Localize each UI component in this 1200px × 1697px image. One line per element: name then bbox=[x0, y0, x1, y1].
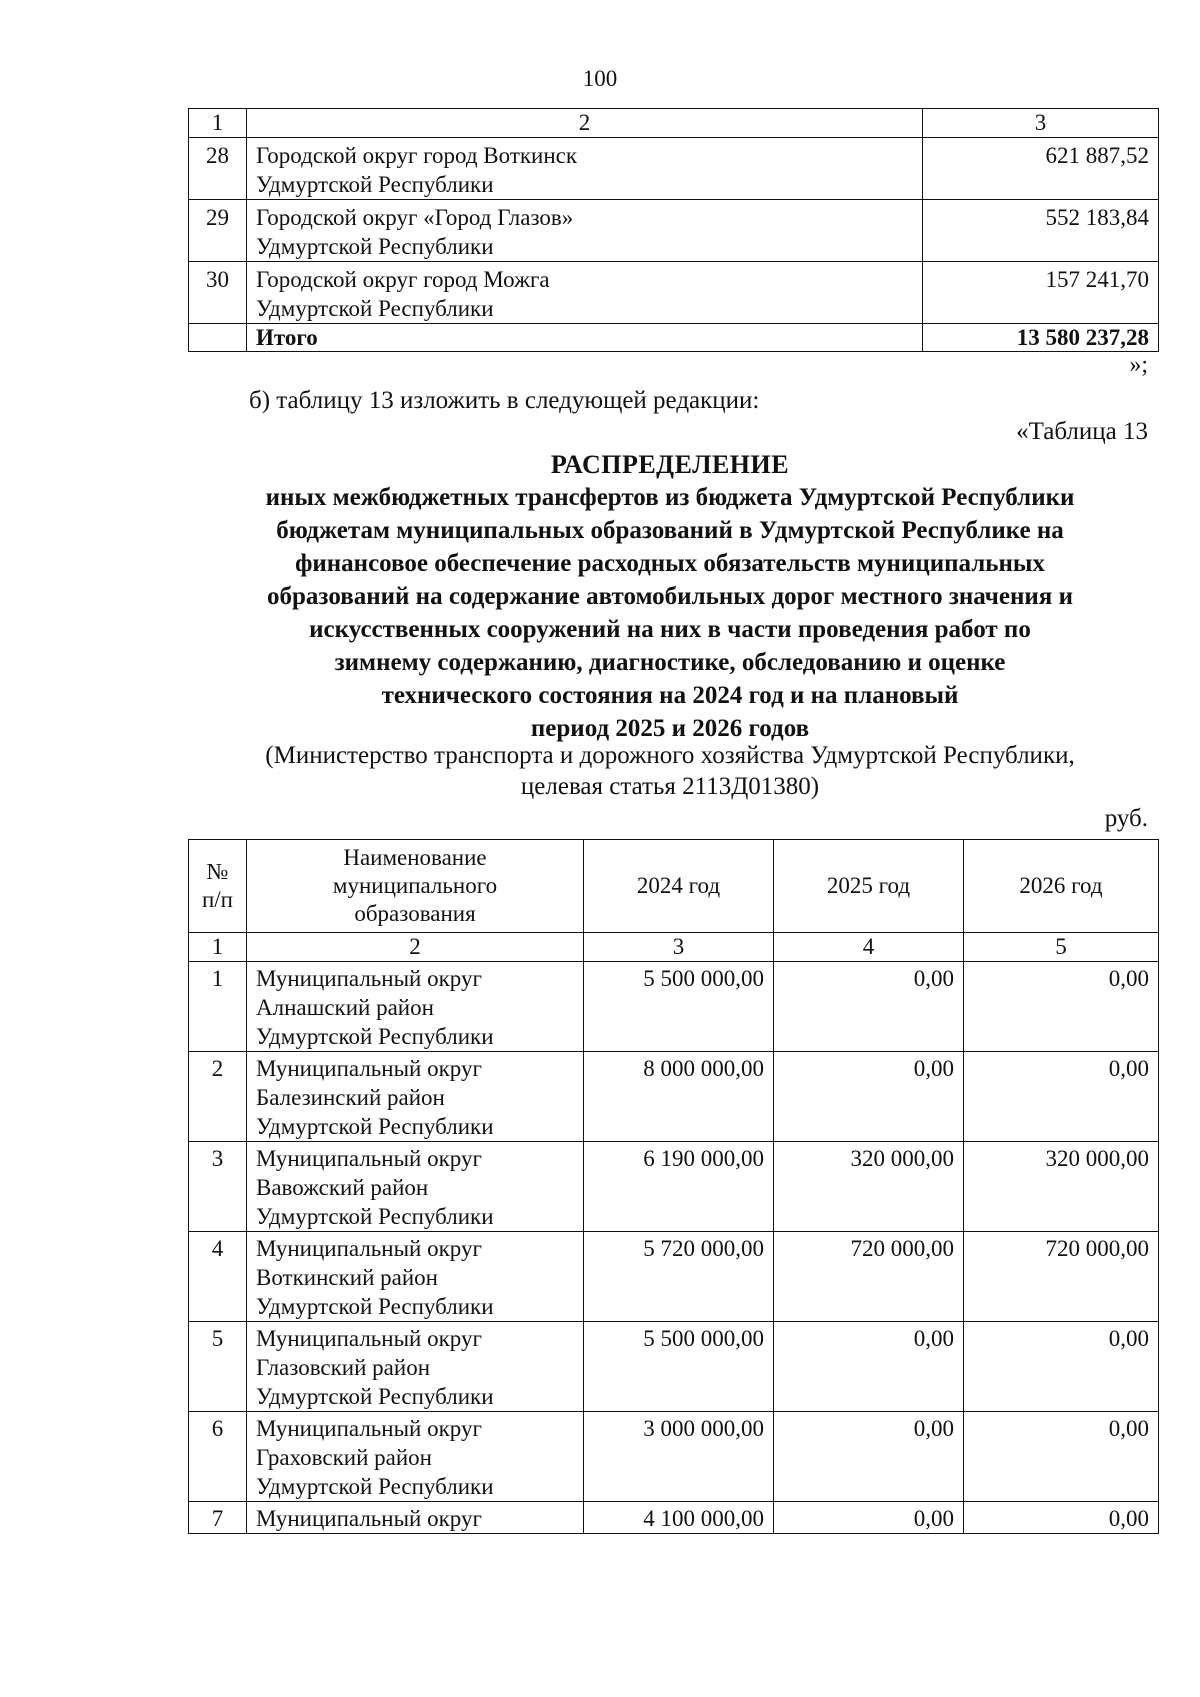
table-row bbox=[189, 1502, 1159, 1534]
empty-cell bbox=[189, 324, 247, 352]
amount-2025: 0,00 bbox=[774, 1412, 964, 1502]
amount-2025: 0,00 bbox=[774, 1322, 964, 1412]
total-amount: 13 580 237,28 bbox=[923, 324, 1159, 352]
row-number: 2 bbox=[189, 1052, 247, 1142]
table-row bbox=[189, 1412, 1159, 1502]
column-number-cell: 1 bbox=[189, 109, 247, 138]
header-2026: 2026 год bbox=[964, 840, 1159, 933]
header-row-number: № п/п bbox=[189, 840, 247, 933]
table-row bbox=[189, 962, 1159, 1052]
total-label: Итого bbox=[247, 324, 923, 352]
table-row bbox=[189, 200, 1159, 262]
table-row bbox=[189, 1142, 1159, 1232]
header-municipality: Наименование муниципального образования bbox=[247, 840, 584, 933]
amount-2024: 5 500 000,00 bbox=[584, 1322, 774, 1412]
header-2024: 2024 год bbox=[584, 840, 774, 933]
allocation-table-continued bbox=[188, 108, 1159, 352]
column-number-cell: 4 bbox=[774, 933, 964, 962]
municipality-name: Городской округ город Можга Удмуртской Республики bbox=[247, 262, 923, 324]
amount-2025: 0,00 bbox=[774, 1052, 964, 1142]
amount-cell: 621 887,52 bbox=[923, 138, 1159, 200]
table-label: «Таблица 13 bbox=[1016, 418, 1148, 445]
distribution-description: иных межбюджетных трансфертов из бюджета Удмуртской Республики бюджетам муниципальных образований в Удмуртской Республике на финансовое обеспечение расходных обязательств муниципальных образований на содержание автомобильных дорог местного значения и искусственных сооружений на них в части проведения работ по зимнему содержанию, диагностике, обследованию и оценке технического состояния на 2024 год и на плановый период 2025 и 2026 годов bbox=[265, 484, 1075, 742]
amount-2026: 0,00 bbox=[964, 1052, 1159, 1142]
column-number-cell: 5 bbox=[964, 933, 1159, 962]
municipality-name: Муниципальный округ bbox=[247, 1502, 584, 1534]
amount-2024: 4 100 000,00 bbox=[584, 1502, 774, 1534]
municipality-name: Муниципальный округ Глазовский район Удмуртской Республики bbox=[247, 1322, 584, 1412]
amount-2026: 0,00 bbox=[964, 1502, 1159, 1534]
closing-quote: »; bbox=[1129, 352, 1148, 378]
amount-2026: 0,00 bbox=[964, 1412, 1159, 1502]
row-number: 1 bbox=[189, 962, 247, 1052]
amount-2025: 320 000,00 bbox=[774, 1142, 964, 1232]
amount-2025: 720 000,00 bbox=[774, 1232, 964, 1322]
amount-2026: 0,00 bbox=[964, 1322, 1159, 1412]
column-number-cell: 2 bbox=[247, 933, 584, 962]
amount-2026: 320 000,00 bbox=[964, 1142, 1159, 1232]
amount-2024: 3 000 000,00 bbox=[584, 1412, 774, 1502]
municipality-name: Муниципальный округ Алнашский район Удмуртской Республики bbox=[247, 962, 584, 1052]
amount-2026: 0,00 bbox=[964, 962, 1159, 1052]
row-number: 30 bbox=[189, 262, 247, 324]
amount-2025: 0,00 bbox=[774, 962, 964, 1052]
column-number-cell: 3 bbox=[584, 933, 774, 962]
municipality-name: Муниципальный округ Вавожский район Удмуртской Республики bbox=[247, 1142, 584, 1232]
table-row bbox=[189, 262, 1159, 324]
table-row bbox=[189, 138, 1159, 200]
column-number-cell: 3 bbox=[923, 109, 1159, 138]
amount-cell: 157 241,70 bbox=[923, 262, 1159, 324]
page-number: 100 bbox=[582, 66, 618, 91]
amount-cell: 552 183,84 bbox=[923, 200, 1159, 262]
municipality-name: Муниципальный округ Граховский район Удмуртской Республики bbox=[247, 1412, 584, 1502]
row-number: 29 bbox=[189, 200, 247, 262]
table-row bbox=[189, 1232, 1159, 1322]
amount-2024: 8 000 000,00 bbox=[584, 1052, 774, 1142]
row-number: 4 bbox=[189, 1232, 247, 1322]
municipality-name: Муниципальный округ Воткинский район Удмуртской Республики bbox=[247, 1232, 584, 1322]
currency-units: руб. bbox=[1104, 805, 1148, 832]
total-row bbox=[189, 324, 1159, 352]
amount-2024: 5 720 000,00 bbox=[584, 1232, 774, 1322]
municipality-name: Городской округ город Воткинск Удмуртской Республики bbox=[247, 138, 923, 200]
row-number: 6 bbox=[189, 1412, 247, 1502]
municipality-name: Муниципальный округ Балезинский район Удмуртской Республики bbox=[247, 1052, 584, 1142]
table-row bbox=[189, 1322, 1159, 1412]
row-number: 7 bbox=[189, 1502, 247, 1534]
row-number: 5 bbox=[189, 1322, 247, 1412]
column-number-cell: 2 bbox=[247, 109, 923, 138]
amount-2026: 720 000,00 bbox=[964, 1232, 1159, 1322]
column-number-cell: 1 bbox=[189, 933, 247, 962]
header-2025: 2025 год bbox=[774, 840, 964, 933]
distribution-title: РАСПРЕДЕЛЕНИЕ bbox=[550, 450, 790, 479]
row-number: 3 bbox=[189, 1142, 247, 1232]
municipality-name: Городской округ «Город Глазов» Удмуртской Республики bbox=[247, 200, 923, 262]
distribution-table bbox=[188, 839, 1159, 1534]
table-row bbox=[189, 1052, 1159, 1142]
amount-2025: 0,00 bbox=[774, 1502, 964, 1534]
amount-2024: 6 190 000,00 bbox=[584, 1142, 774, 1232]
column-numbers-row bbox=[189, 933, 1159, 962]
ministry-subtitle: (Министерство транспорта и дорожного хозяйства Удмуртской Республики, целевая статья 2113Д01380) bbox=[265, 742, 1075, 800]
amount-2024: 5 500 000,00 bbox=[584, 962, 774, 1052]
table-header-row bbox=[189, 840, 1159, 933]
row-number: 28 bbox=[189, 138, 247, 200]
amendment-instruction: б) таблицу 13 изложить в следующей редакции: bbox=[249, 387, 760, 414]
table-header-row bbox=[189, 109, 1159, 138]
